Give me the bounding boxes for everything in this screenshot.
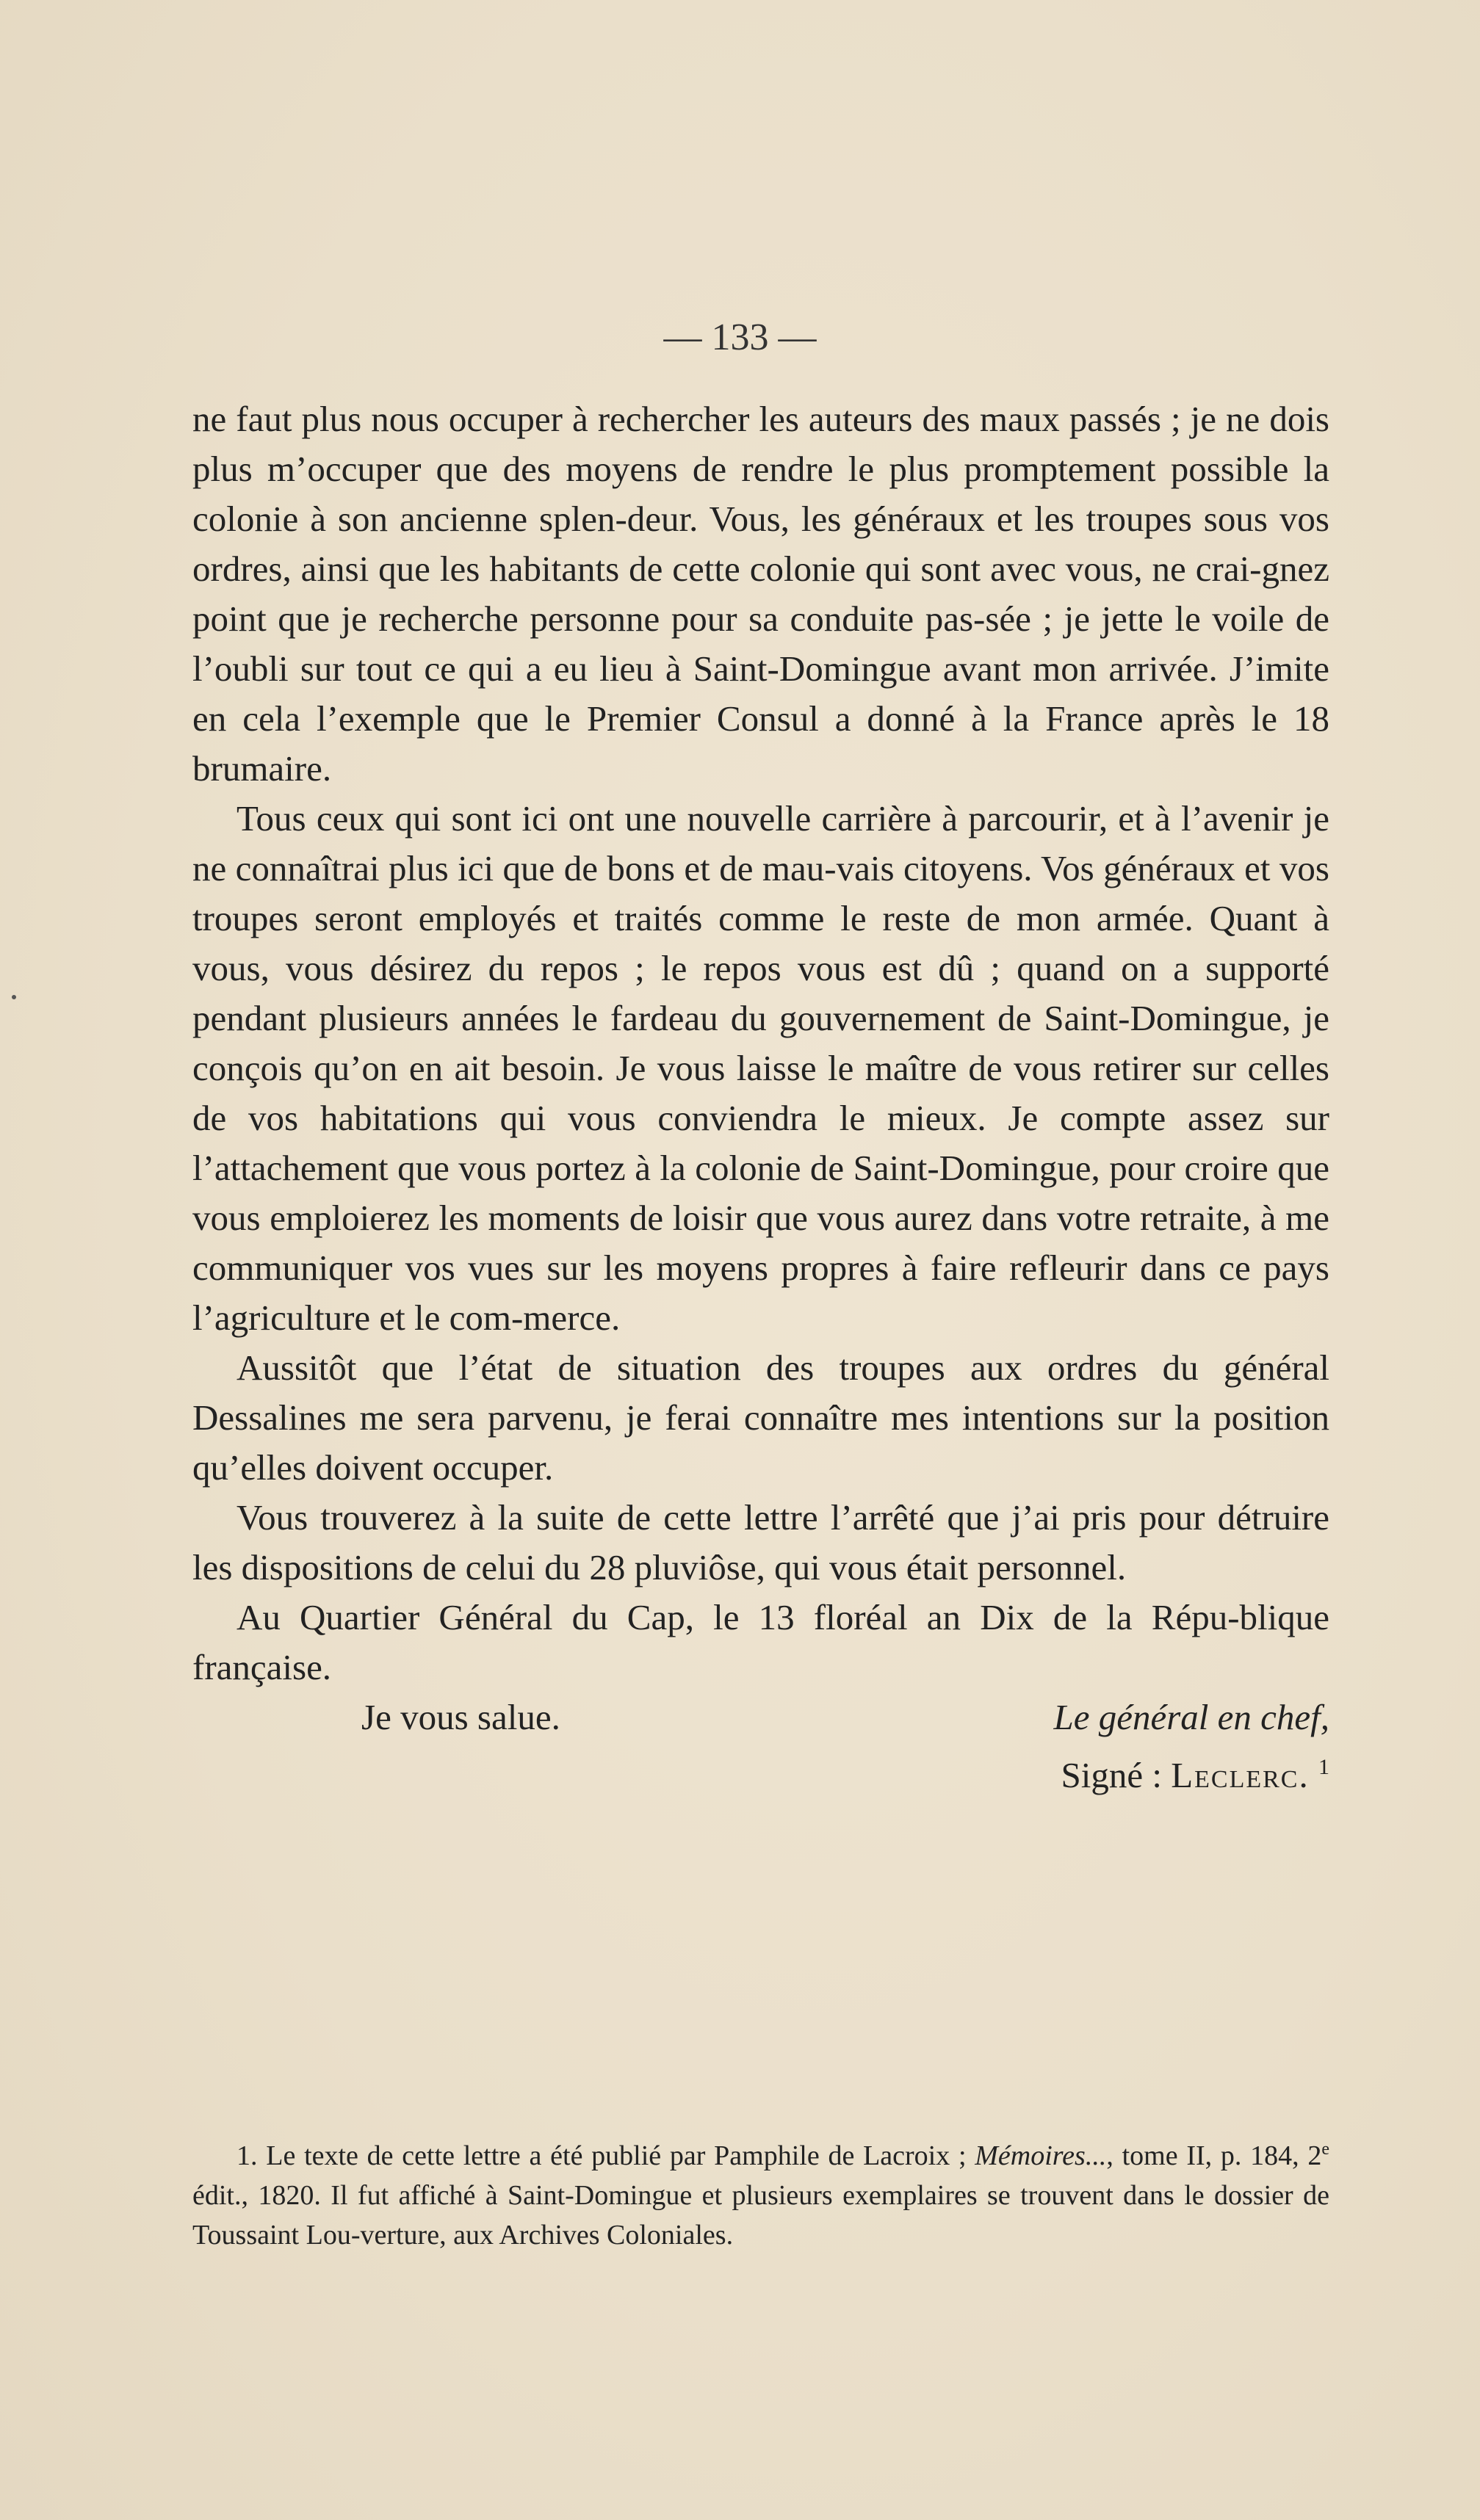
salutation: Je vous salue.	[361, 1697, 560, 1737]
letter-body	[192, 394, 1329, 1795]
footnote-text-a: Le texte de cette lettre a été publié par Pamphile de Lacroix ;	[266, 2140, 967, 2171]
signature	[1061, 1742, 1329, 1800]
salutation-line	[192, 1692, 1329, 1742]
footnote-marker: 1	[1318, 1755, 1329, 1779]
paragraph-5: Au Quartier Général du Cap, le 13 floréal an Dix de la Répu-blique française.	[192, 1597, 1329, 1687]
paragraph-1: ne faut plus nous occuper à rechercher les auteurs des maux passés ; je ne dois plus m’occuper que des moyens de rendre le plus promptement possible la colonie à son ancienne splen-deur. Vous, les généraux et les troupes sous vos ordres, ainsi que les habitants de cette colonie qui sont avec vous, ne crai-gnez point que je recherche personne pour sa conduite pas-sée ; je jette le voile de l’oubli sur tout ce qui a eu lieu à Saint-Domingue avant mon arrivée. J’imite en cela l’exemple que le Premier Consul a donné à la France après le 18 brumaire.	[192, 399, 1329, 789]
footnote-edition-sup: e	[1321, 2140, 1330, 2159]
paragraph-3: Aussitôt que l’état de situation des troupes aux ordres du général Dessalines me sera parvenu, je ferai connaître mes intentions sur la position qu’elles doivent occuper.	[192, 1347, 1329, 1488]
paragraph-2: Tous ceux qui sont ici ont une nouvelle carrière à parcourir, et à l’avenir je ne connaîtrai plus ici que de bons et de mau-vais citoyens. Vos généraux et vos troupes seront employés et traités comme le reste de mon armée. Quant à vous, vous désirez du repos ; le repos vous est dû ; quand on a supporté pendant plusieurs années le fardeau du gouvernement de Saint-Domingue, je conçois qu’on en ait besoin. Je vous laisse le maître de vous retirer sur celles de vos habitations qui vous conviendra le mieux. Je compte assez sur l’attachement que vous portez à la colonie de Saint-Domingue, pour croire que vous emploierez les moments de loisir que vous aurez dans votre retraite, à me communiquer vos vues sur les moyens propres à faire refleurir dans ce pays l’agriculture et le com-merce.	[192, 798, 1329, 1338]
margin-mark	[12, 995, 16, 999]
footnote-text-b: , tome II, p. 184, 2	[1106, 2140, 1322, 2171]
footnote-number: 1.	[237, 2140, 258, 2171]
paragraph-4: Vous trouverez à la suite de cette lettre l’arrêté que j’ai pris pour détruire les dispositions de celui du 28 pluviôse, qui vous était personnel.	[192, 1497, 1329, 1587]
footnote-italic-title: Mémoires...	[975, 2140, 1107, 2171]
footnote	[192, 2129, 1329, 2255]
signed-prefix: Signé :	[1061, 1755, 1172, 1795]
signer-name: Leclerc.	[1171, 1755, 1310, 1795]
footnote-text-c: édit., 1820. Il fut affiché à Saint-Domingue et plusieurs exemplaires se trouvent dans le dossier de Toussaint Lou-verture, aux Archives Coloniales.	[192, 2180, 1329, 2251]
signature-line	[192, 1742, 1329, 1795]
page-number: — 133 —	[663, 316, 817, 358]
signer-title: Le général en chef,	[1053, 1697, 1329, 1737]
